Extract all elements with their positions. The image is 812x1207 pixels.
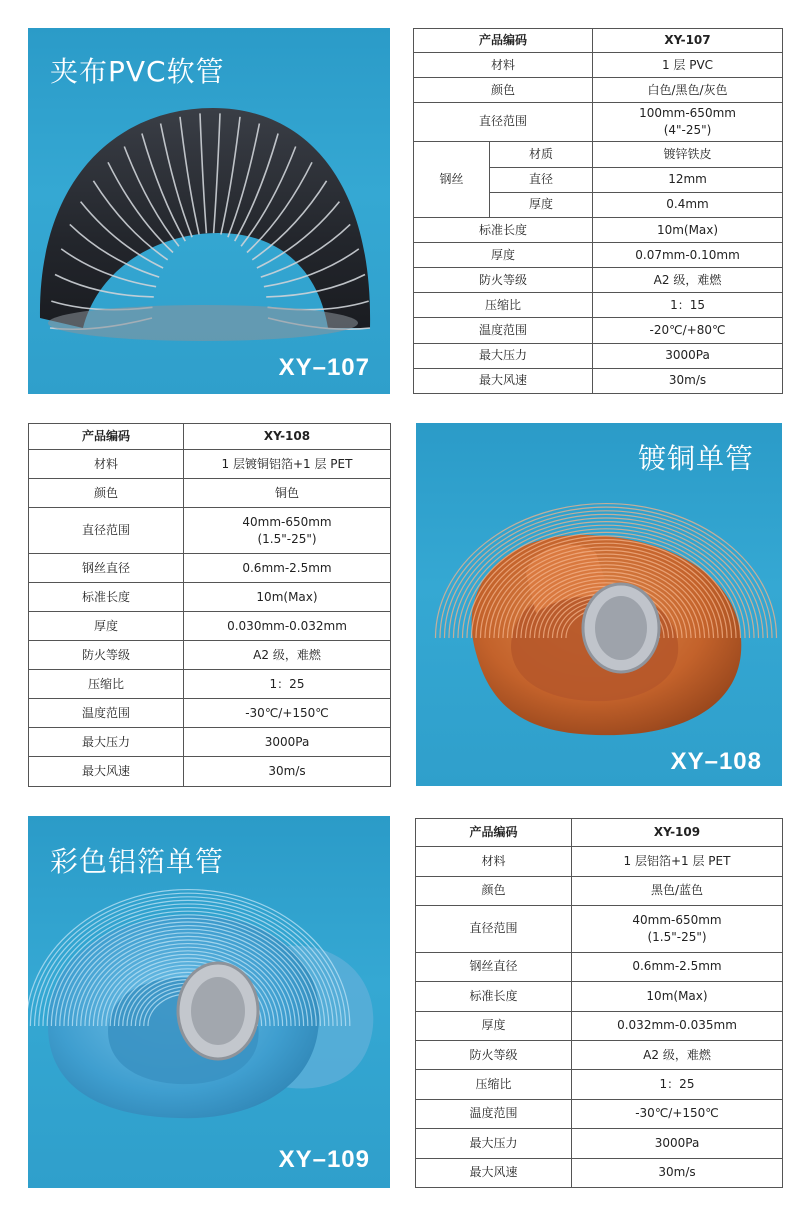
diameter-imperial: (1.5"-25") (257, 531, 317, 546)
row-value (184, 508, 391, 554)
model-label: XY–109 (278, 1146, 370, 1173)
row-value: 1：15 (593, 293, 783, 318)
row-value: 镀锌铁皮 (593, 141, 783, 167)
row-value (593, 103, 783, 141)
header-value: XY-108 (184, 424, 391, 450)
row-value: A2 级，难燃 (184, 641, 391, 670)
diameter-metric: 40mm-650mm (242, 514, 332, 529)
row-label: 压缩比 (414, 293, 593, 318)
row-value: 1 层镀铜铝箔+1 层 PET (184, 450, 391, 479)
diameter-metric: 100mm-650mm (639, 105, 736, 120)
row-value: 1 层铝箔+1 层 PET (572, 847, 783, 876)
row-label: 防火等级 (29, 641, 184, 670)
row-value: 铜色 (184, 479, 391, 508)
row-value: 10m(Max) (593, 217, 783, 242)
row-label: 直径范围 (29, 508, 184, 554)
row-label: 厚度 (416, 1011, 572, 1040)
row-value: 0.032mm-0.035mm (572, 1011, 783, 1040)
row-value: 0.07mm-0.10mm (593, 243, 783, 268)
model-label: XY–108 (670, 748, 762, 775)
row-value: 3000Pa (593, 343, 783, 368)
row-value: 0.4mm (593, 192, 783, 217)
row-value: 白色/黑色/灰色 (593, 78, 783, 103)
row-label: 直径范围 (414, 103, 593, 141)
row-value: 10m(Max) (184, 583, 391, 612)
row-value: 1：25 (184, 670, 391, 699)
row-label: 标准长度 (414, 217, 593, 242)
row-value: -20℃/+80℃ (593, 318, 783, 343)
row-value: 黑色/蓝色 (572, 876, 783, 905)
row-label: 颜色 (414, 78, 593, 103)
header-label: 产品编码 (416, 819, 572, 847)
row-value: 0.6mm-2.5mm (184, 554, 391, 583)
row-label: 最大压力 (414, 343, 593, 368)
row-label: 材料 (414, 53, 593, 78)
copper-hose-illustration (416, 423, 782, 786)
row-label: 钢丝直径 (416, 952, 572, 981)
row-label: 材料 (29, 450, 184, 479)
row-label: 温度范围 (414, 318, 593, 343)
row-label: 标准长度 (29, 583, 184, 612)
row-label: 防火等级 (414, 268, 593, 293)
spec-table-xy109 (415, 818, 783, 1188)
row-value (572, 906, 783, 953)
model-label: XY–107 (278, 354, 370, 381)
row-label: 最大压力 (29, 728, 184, 757)
spec-table-xy107 (413, 28, 783, 394)
row-label: 直径范围 (416, 906, 572, 953)
diameter-imperial: (4"-25") (663, 122, 712, 137)
row-label: 压缩比 (416, 1070, 572, 1099)
product-photo-xy108 (416, 423, 782, 786)
row-value: A2 级，难燃 (593, 268, 783, 293)
row-label: 钢丝直径 (29, 554, 184, 583)
row-label: 材料 (416, 847, 572, 876)
row-value: 1：25 (572, 1070, 783, 1099)
row-label: 最大风速 (29, 757, 184, 787)
product-title: 夹布PVC软管 (50, 55, 225, 88)
row-label: 温度范围 (29, 699, 184, 728)
diameter-imperial: (1.5"-25") (647, 929, 707, 944)
row-value: 12mm (593, 167, 783, 192)
row-label: 防火等级 (416, 1040, 572, 1069)
row-value: -30℃/+150℃ (184, 699, 391, 728)
product-photo-xy107 (28, 28, 390, 394)
row-label: 温度范围 (416, 1099, 572, 1128)
row-label: 直径 (490, 167, 593, 192)
header-label: 产品编码 (414, 29, 593, 53)
row-value: 0.030mm-0.032mm (184, 612, 391, 641)
row-label: 最大风速 (416, 1158, 572, 1187)
header-value: XY-109 (572, 819, 783, 847)
row-label: 最大风速 (414, 368, 593, 393)
row-value: 10m(Max) (572, 982, 783, 1011)
row-label: 压缩比 (29, 670, 184, 699)
row-label: 标准长度 (416, 982, 572, 1011)
product-photo-xy109 (28, 816, 390, 1188)
row-value: 3000Pa (572, 1129, 783, 1158)
row-value: 3000Pa (184, 728, 391, 757)
header-label: 产品编码 (29, 424, 184, 450)
row-value: 0.6mm-2.5mm (572, 952, 783, 981)
row-value: 30m/s (572, 1158, 783, 1187)
product-title: 彩色铝箔单管 (50, 845, 225, 878)
row-label: 最大压力 (416, 1129, 572, 1158)
row-value: 30m/s (593, 368, 783, 393)
row-label: 颜色 (416, 876, 572, 905)
diameter-metric: 40mm-650mm (632, 912, 722, 927)
row-label: 材质 (490, 141, 593, 167)
row-value: -30℃/+150℃ (572, 1099, 783, 1128)
row-value: 30m/s (184, 757, 391, 787)
product-title: 镀铜单管 (637, 442, 754, 475)
row-label: 颜色 (29, 479, 184, 508)
row-label: 厚度 (490, 192, 593, 217)
spec-table-xy108 (28, 423, 391, 787)
row-label: 厚度 (414, 243, 593, 268)
row-value: A2 级，难燃 (572, 1040, 783, 1069)
header-value: XY-107 (593, 29, 783, 53)
row-value: 1 层 PVC (593, 53, 783, 78)
row-label: 厚度 (29, 612, 184, 641)
wire-group-label: 钢丝 (414, 141, 490, 217)
